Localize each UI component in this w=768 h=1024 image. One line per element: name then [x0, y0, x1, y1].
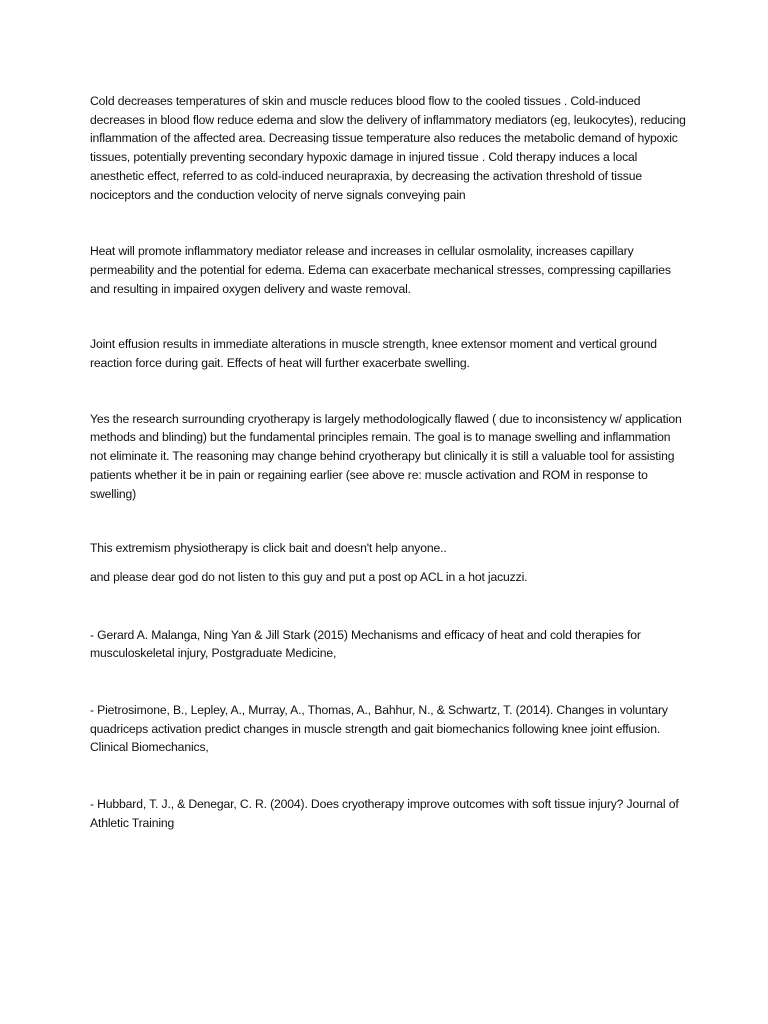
document-page: [90, 92, 690, 833]
paragraph-joint-effusion: Joint effusion results in immediate alterations in muscle strength, knee extensor moment and vertical ground reaction force during gait. Effects of heat will further exacerbate swelling.: [90, 337, 657, 371]
reference-pietrosimone: - Pietrosimone, B., Lepley, A., Murray, A., Thomas, A., Bahhur, N., & Schwartz, T. (2014). Changes in voluntary quadriceps activation predict changes in muscle strength and gait biomechanics following knee joint effusion. Clinical Biomechanics,: [90, 703, 668, 755]
paragraph-heat-effects: Heat will promote inflammatory mediator release and increases in cellular osmolality, increases capillary permeability and the potential for edema. Edema can exacerbate mechanical stresses, compressing capillaries and resulting in impaired oxygen delivery and waste removal.: [90, 244, 671, 296]
paragraph-cryotherapy-research: Yes the research surrounding cryotherapy is largely methodologically flawed ( due to inconsistency w/ application methods and blinding) but the fundamental principles remain. The goal is to manage swelling and inflammation not eliminate it. The reasoning may change behind cryotherapy but clinically it is still a valuable tool for assisting patients whether it be in pain or regaining earlier (see above re: muscle activation and ROM in response to swelling): [90, 411, 682, 501]
paragraph-click-bait: This extremism physiotherapy is click bait and doesn't help anyone..: [90, 541, 447, 556]
paragraph-cold-therapy: Cold decreases temperatures of skin and muscle reduces blood flow to the cooled tissues . Cold-induced decreases in blood flow reduce edema and slow the delivery of inflammatory mediators (eg, leukocytes), reducing inflammation of the affected area. Decreasing tissue temperature also reduces the metabolic demand of hypoxic tissues, potentially preventing secondary hypoxic damage in injured tissue . Cold therapy induces a local anesthetic effect, referred to as cold-induced neurapraxia, by decreasing the activation threshold of tissue nociceptors and the conduction velocity of nerve signals conveying pain: [90, 94, 686, 202]
paragraph-post-op-acl: and please dear god do not listen to this guy and put a post op ACL in a hot jacuzzi.: [90, 569, 528, 584]
reference-malanga: - Gerard A. Malanga, Ning Yan & Jill Stark (2015) Mechanisms and efficacy of heat and cold therapies for musculoskeletal injury, Postgraduate Medicine,: [90, 627, 641, 661]
reference-hubbard: - Hubbard, T. J., & Denegar, C. R. (2004). Does cryotherapy improve outcomes with soft tissue injury? Journal of Athletic Training: [90, 797, 679, 830]
